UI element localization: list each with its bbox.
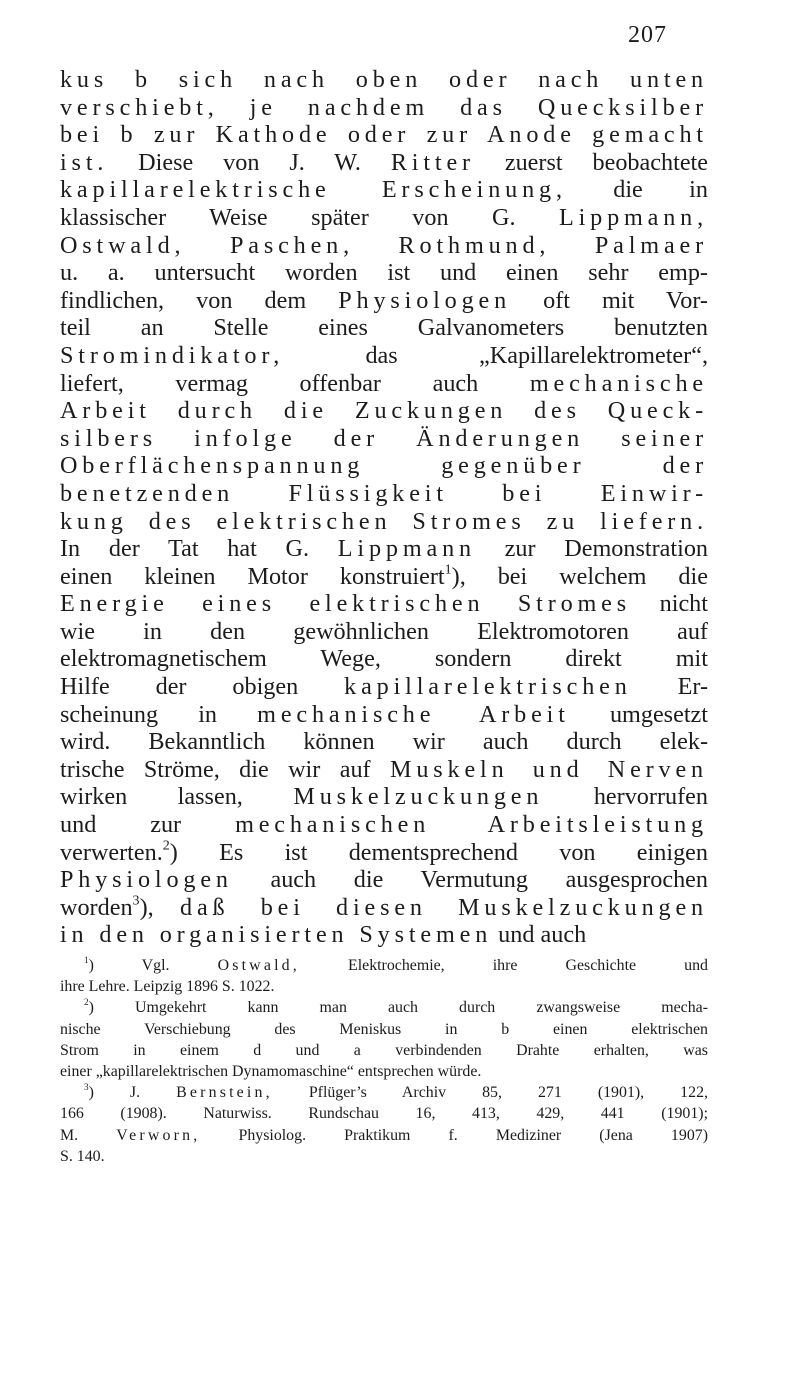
spaced-text: Muskeln und Nerven xyxy=(389,755,708,783)
spaced-text: Lippmann, xyxy=(558,203,708,231)
text-line xyxy=(60,232,708,260)
text-run: Strom in einem d und a verbindenden Drahte erhalten, was xyxy=(60,1041,708,1059)
footnote-ref: 1 xyxy=(444,561,452,578)
text-line xyxy=(60,121,708,149)
spaced-text: kung des elektrischen Stromes zu liefern. xyxy=(60,507,708,535)
spaced-text: Arbeit durch die Zuckungen des Queck- xyxy=(60,397,708,425)
text-run: zuerst beobachtete xyxy=(474,148,709,176)
spaced-text: mechanische Arbeit xyxy=(257,700,570,728)
text-run: ) J. xyxy=(88,1084,177,1102)
spaced-text: Physiologen xyxy=(338,286,512,314)
footnote-line xyxy=(60,997,708,1018)
spaced-text: mechanische xyxy=(529,369,708,397)
text-run: ), xyxy=(139,893,181,921)
text-run: Diese von J. W. xyxy=(108,148,391,176)
footnote-line xyxy=(60,1146,708,1167)
spaced-text: in den organisierten Systemen xyxy=(60,921,493,949)
footnote-line xyxy=(60,976,708,997)
text-line xyxy=(60,176,708,204)
page-number: 207 xyxy=(628,22,667,48)
spaced-text: Energie eines elektrischen Stromes xyxy=(60,590,632,618)
spaced-text: Muskelzuckungen xyxy=(293,783,544,811)
footnotes xyxy=(60,955,708,1167)
text-run: teil an Stelle eines Galvanometers benutzten xyxy=(60,314,708,342)
spaced-text: benetzenden Flüssigkeit bei Einwir- xyxy=(60,479,708,507)
spaced-text: kapillarelektrische Erscheinung, xyxy=(60,176,567,204)
text-run: Er- xyxy=(631,673,708,701)
spaced-text: bei b zur Kathode oder zur Anode gemacht xyxy=(60,121,708,149)
spaced-text: Ritter xyxy=(390,148,475,176)
text-line xyxy=(60,590,708,618)
text-run: Physiolog. Praktikum f. Mediziner (Jena 1907) xyxy=(200,1126,709,1144)
text-run: einen kleinen Motor konstruiert xyxy=(60,562,445,590)
text-run: u. a. untersucht worden ist und einen sehr emp- xyxy=(60,259,708,287)
text-run: scheinung in xyxy=(60,700,258,728)
text-line xyxy=(60,811,708,839)
text-line xyxy=(60,563,708,591)
text-line xyxy=(60,921,708,949)
text-run: umgesetzt xyxy=(569,700,708,728)
text-line xyxy=(60,314,708,342)
footnote-ref: 1 xyxy=(84,955,89,966)
footnote-line xyxy=(60,1103,708,1124)
text-line xyxy=(60,397,708,425)
spaced-text: silbers infolge der Änderungen seiner xyxy=(60,424,708,452)
text-run: hervorrufen xyxy=(543,783,708,811)
text-run: liefert, vermag offenbar auch xyxy=(60,369,530,397)
footnote-line xyxy=(60,955,708,976)
text-run: oft mit Vor- xyxy=(511,286,708,314)
text-line xyxy=(60,839,708,867)
text-run: worden xyxy=(60,893,133,921)
text-line xyxy=(60,94,708,122)
spaced-text: kus b sich nach oben oder nach unten xyxy=(60,66,708,93)
spaced-text: Physiologen xyxy=(60,866,233,894)
text-run: nicht xyxy=(631,590,708,618)
text-line xyxy=(60,259,708,287)
text-run: ) Umgekehrt kann man auch durch zwangsweise mecha- xyxy=(88,999,708,1017)
text-line xyxy=(60,425,708,453)
spaced-text: Oberflächenspannung gegenüber der xyxy=(60,452,708,480)
text-line xyxy=(60,480,708,508)
text-line xyxy=(60,342,708,370)
text-line xyxy=(60,508,708,536)
text-run: S. 140. xyxy=(60,1147,105,1165)
text-line xyxy=(60,452,708,480)
text-line xyxy=(60,673,708,701)
text-line xyxy=(60,287,708,315)
text-run: Pflüger’s Archiv 85, 271 (1901), 122, xyxy=(272,1084,708,1102)
text-run: das „Kapillarelektrometer“, xyxy=(284,341,708,369)
spaced-text: Bernstein, xyxy=(176,1084,273,1102)
spaced-text: Stromindikator, xyxy=(60,341,285,369)
spaced-text: verschiebt, je nachdem das Quecksilber xyxy=(60,93,708,121)
text-line xyxy=(60,728,708,756)
text-run: die in xyxy=(566,176,708,204)
text-run: ) Es ist dementsprechend von einigen xyxy=(169,838,708,866)
text-run: findlichen, von dem xyxy=(60,286,339,314)
text-run: auch die Vermutung ausgesprochen xyxy=(232,866,708,894)
text-line xyxy=(60,701,708,729)
text-run: wirken lassen, xyxy=(60,783,294,811)
text-run: trische Ströme, die wir auf xyxy=(60,755,390,783)
text-run: Elektrochemie, ihre Geschichte und xyxy=(299,957,708,974)
text-run: klassischer Weise später von G. xyxy=(60,203,559,231)
text-run: Hilfe der obigen xyxy=(60,673,345,701)
footnote-ref: 3 xyxy=(84,1082,89,1093)
body-text xyxy=(60,66,708,949)
spaced-text: Ostwald, xyxy=(217,957,300,974)
text-line xyxy=(60,645,708,673)
text-run: In der Tat hat G. xyxy=(60,535,338,563)
text-run: ) Vgl. xyxy=(88,957,218,974)
text-run: einer „kapillarelektrischen Dynamomaschine“ entsprechen würde. xyxy=(60,1063,482,1081)
text-line xyxy=(60,370,708,398)
text-line xyxy=(60,783,708,811)
spaced-text: mechanischen Arbeitsleistung xyxy=(235,811,708,839)
text-line xyxy=(60,756,708,784)
text-run: und zur xyxy=(60,811,236,839)
footnote-line xyxy=(60,1061,708,1082)
text-run: zur Demonstration xyxy=(475,535,709,563)
footnote-ref: 2 xyxy=(162,837,170,854)
footnote-line xyxy=(60,1019,708,1040)
spaced-text: Verworn, xyxy=(116,1126,201,1144)
spaced-text: kapillarelektrischen xyxy=(344,673,632,701)
spaced-text: daß bei diesen Muskelzuckungen xyxy=(180,893,708,921)
footnote-ref: 2 xyxy=(84,997,89,1008)
text-run: und auch xyxy=(492,921,587,949)
text-line xyxy=(60,866,708,894)
text-run: elektromagnetischem Wege, sondern direkt mit xyxy=(60,645,708,673)
text-run: wie in den gewöhnlichen Elektromotoren auf xyxy=(60,617,708,645)
text-line xyxy=(60,204,708,232)
text-run: wird. Bekanntlich können wir auch durch elek- xyxy=(60,728,708,756)
text-run: 166 (1908). Naturwiss. Rundschau 16, 413, 429, 441 (1901); xyxy=(60,1105,708,1123)
text-line xyxy=(60,149,708,177)
text-run: M. xyxy=(60,1126,117,1144)
text-run: ihre Lehre. Leipzig 1896 S. 1022. xyxy=(60,978,275,996)
text-line xyxy=(60,618,708,646)
text-line xyxy=(60,894,708,922)
spaced-text: Ostwald, Paschen, Rothmund, Palmaer xyxy=(60,231,708,259)
spaced-text: Lippmann xyxy=(337,535,476,563)
text-run: verwerten. xyxy=(60,838,163,866)
spaced-text: ist. xyxy=(60,148,109,176)
text-line xyxy=(60,535,708,563)
footnote-ref: 3 xyxy=(132,892,140,909)
text-run: ), bei welchem die xyxy=(451,562,708,590)
footnote-line xyxy=(60,1082,708,1103)
footnote-line xyxy=(60,1125,708,1146)
footnote-line xyxy=(60,1040,708,1061)
text-run: nische Verschiebung des Meniskus in b einen elektrischen xyxy=(60,1020,708,1038)
text-line xyxy=(60,66,708,94)
